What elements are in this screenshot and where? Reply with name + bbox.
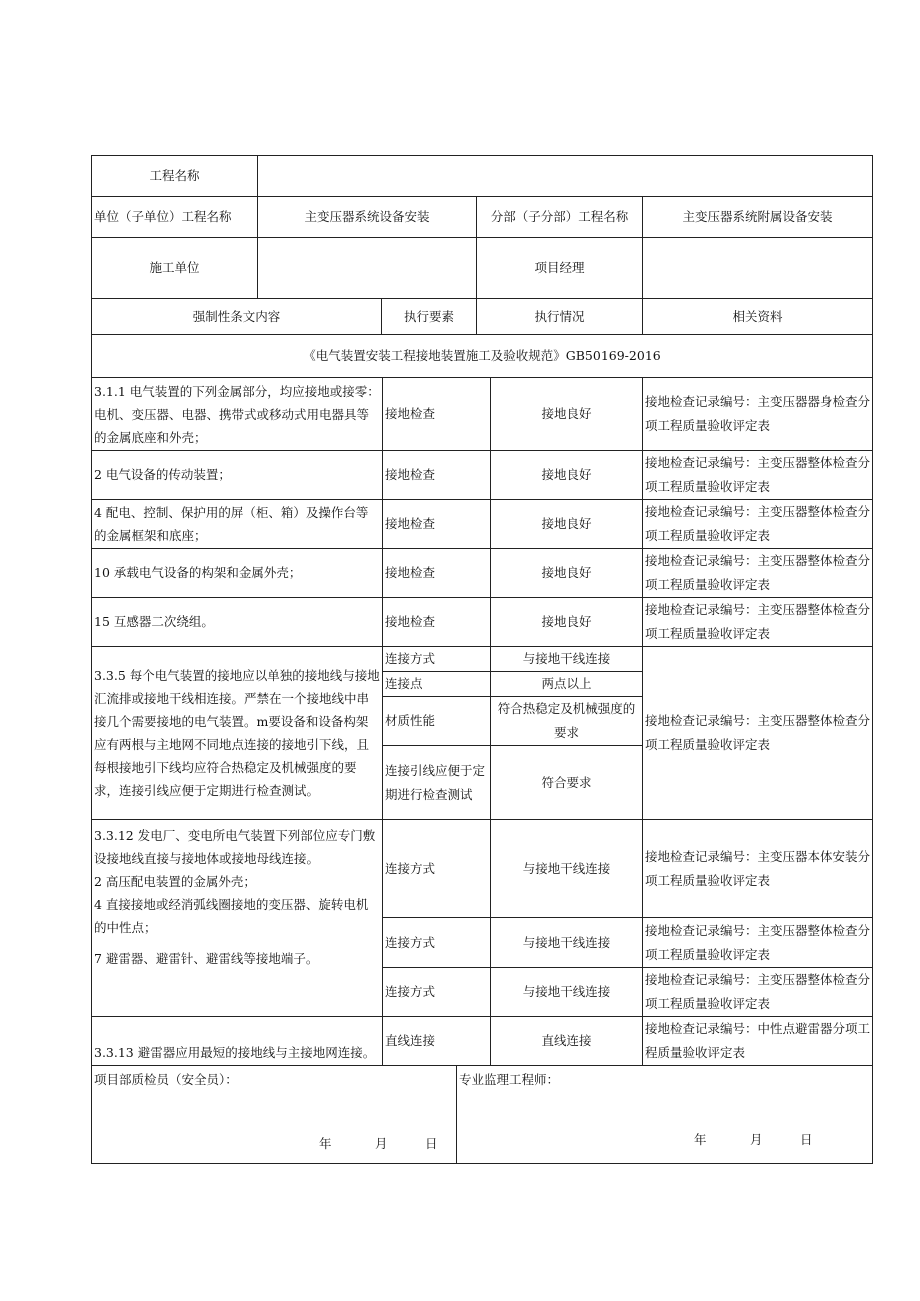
project-name-value: [258, 156, 873, 197]
construction-label: 施工单位: [92, 238, 258, 299]
doc-cell: 接地检查记录编号：主变压器器身检查分项工程质量验收评定表: [643, 378, 873, 451]
element-cell: 接地检查: [383, 549, 491, 598]
element-cell: 材质性能: [383, 697, 491, 746]
element-cell: 接地检查: [383, 598, 491, 647]
doc-cell: 接地检查记录编号：主变压器整体检查分项工程质量验收评定表: [643, 647, 873, 820]
status-cell: 符合要求: [491, 746, 643, 820]
day-label: 日: [800, 1132, 813, 1147]
doc-cell: 接地检查记录编号：主变压器本体安装分项工程质量验收评定表: [643, 820, 873, 918]
supervisor-date: [694, 1128, 813, 1152]
status-cell: 与接地干线连接: [491, 820, 643, 918]
element-cell: 连接方式: [383, 647, 491, 672]
clause-3-1-1-item15: 15 互感器二次绕组。: [92, 598, 383, 647]
element-cell: 连接方式: [383, 820, 491, 918]
division-value: 主变压器系统附属设备安装: [643, 197, 873, 238]
qc-date: [319, 1132, 438, 1156]
clause-3-1-1-item4: 4 配电、控制、保护用的屏（柜、箱）及操作台等的金属框架和底座；: [92, 500, 383, 549]
inspection-form: [91, 155, 872, 1164]
clause-3-3-13: 3.3.13 避雷器应用最短的接地线与主接地网连接。: [92, 1017, 383, 1066]
month-label: 月: [750, 1132, 763, 1147]
project-name-label: 工程名称: [92, 156, 258, 197]
doc-cell: 接地检查记录编号：主变压器整体检查分项工程质量验收评定表: [643, 549, 873, 598]
clause-line: 4 直接接地或经消弧线圈接地的变压器、旋转电机的中性点；: [94, 897, 369, 935]
body-table: [91, 377, 873, 1066]
doc-cell: 接地检查记录编号：中性点避雷器分项工程质量验收评定表: [643, 1017, 873, 1066]
clause-3-1-1-item10: 10 承载电气设备的构架和金属外壳；: [92, 549, 383, 598]
clause-3-3-12: [92, 820, 383, 1017]
status-cell: 接地良好: [491, 378, 643, 451]
element-cell: 连接方式: [383, 918, 491, 968]
year-label: 年: [319, 1136, 332, 1151]
supervisor-signature-cell: [457, 1066, 873, 1164]
year-label: 年: [694, 1132, 707, 1147]
clause-3-3-5: 3.3.5 每个电气装置的接地应以单独的接地线与接地汇流排或接地干线相连接。严禁在一个接地线中串接几个需要接地的电气装置。m要设备和设备构架应有两根与主地网不同地点连接的接地引下线，且每根接地引下线均应符合热稳定及机械强度的要求，连接引线应便于定期进行检查测试。: [92, 647, 383, 820]
clause-3-1-1-item2: 2 电气设备的传动装置；: [92, 451, 383, 500]
division-label: 分部（子分部）工程名称: [477, 197, 643, 238]
qc-signature-cell: [92, 1066, 457, 1164]
element-cell: 接地检查: [383, 500, 491, 549]
manager-value: [643, 238, 873, 299]
doc-cell: 接地检查记录编号：主变压器整体检查分项工程质量验收评定表: [643, 598, 873, 647]
clause-line: 3.3.12 发电厂、变电所电气装置下列部位应专门敷设接地线直接与接地体或接地母线连接。: [94, 828, 376, 866]
construction-value: [258, 238, 477, 299]
col-content-header: 强制性条文内容: [92, 299, 382, 335]
status-cell: 与接地干线连接: [491, 968, 643, 1017]
status-cell: 接地良好: [491, 549, 643, 598]
day-label: 日: [425, 1136, 438, 1151]
status-cell: 两点以上: [491, 672, 643, 697]
status-cell: 与接地干线连接: [491, 647, 643, 672]
status-cell: 符合热稳定及机械强度的要求: [491, 697, 643, 746]
clause-line: 7 避雷器、避雷针、避雷线等接地端子。: [94, 951, 319, 966]
supervisor-label: 专业监理工程师：: [459, 1072, 560, 1087]
col-docs-header: 相关资料: [643, 299, 873, 335]
doc-cell: 接地检查记录编号：主变压器整体检查分项工程质量验收评定表: [643, 500, 873, 549]
col-elements-header: 执行要素: [382, 299, 477, 335]
status-cell: 与接地干线连接: [491, 918, 643, 968]
doc-cell: 接地检查记录编号：主变压器整体检查分项工程质量验收评定表: [643, 968, 873, 1017]
signature-table: [91, 1065, 873, 1164]
manager-label: 项目经理: [477, 238, 643, 299]
element-cell: 接地检查: [383, 378, 491, 451]
status-cell: 接地良好: [491, 500, 643, 549]
month-label: 月: [375, 1136, 388, 1151]
clause-line: 2 高压配电装置的金属外壳；: [94, 874, 256, 889]
element-cell: 接地检查: [383, 451, 491, 500]
status-cell: 接地良好: [491, 451, 643, 500]
status-cell: 直线连接: [491, 1017, 643, 1066]
col-status-header: 执行情况: [477, 299, 643, 335]
standard-title: 《电气装置安装工程接地装置施工及验收规范》GB50169-2016: [92, 335, 873, 378]
element-cell: 连接点: [383, 672, 491, 697]
element-cell: 直线连接: [383, 1017, 491, 1066]
element-cell: 连接方式: [383, 968, 491, 1017]
header-table: [91, 155, 873, 378]
doc-cell: 接地检查记录编号：主变压器整体检查分项工程质量验收评定表: [643, 918, 873, 968]
status-cell: 接地良好: [491, 598, 643, 647]
unit-label: 单位（子单位）工程名称: [92, 197, 258, 238]
unit-value: 主变压器系统设备安装: [258, 197, 477, 238]
clause-3-1-1: 3.1.1 电气装置的下列金属部分，均应接地或接零：电机、变压器、电器、携带式或移动式用电器具等的金属底座和外壳；: [92, 378, 383, 451]
qc-inspector-label: 项目部质检员（安全员）：: [94, 1072, 238, 1087]
doc-cell: 接地检查记录编号：主变压器整体检查分项工程质量验收评定表: [643, 451, 873, 500]
element-cell: 连接引线应便于定期进行检查测试: [383, 746, 491, 820]
